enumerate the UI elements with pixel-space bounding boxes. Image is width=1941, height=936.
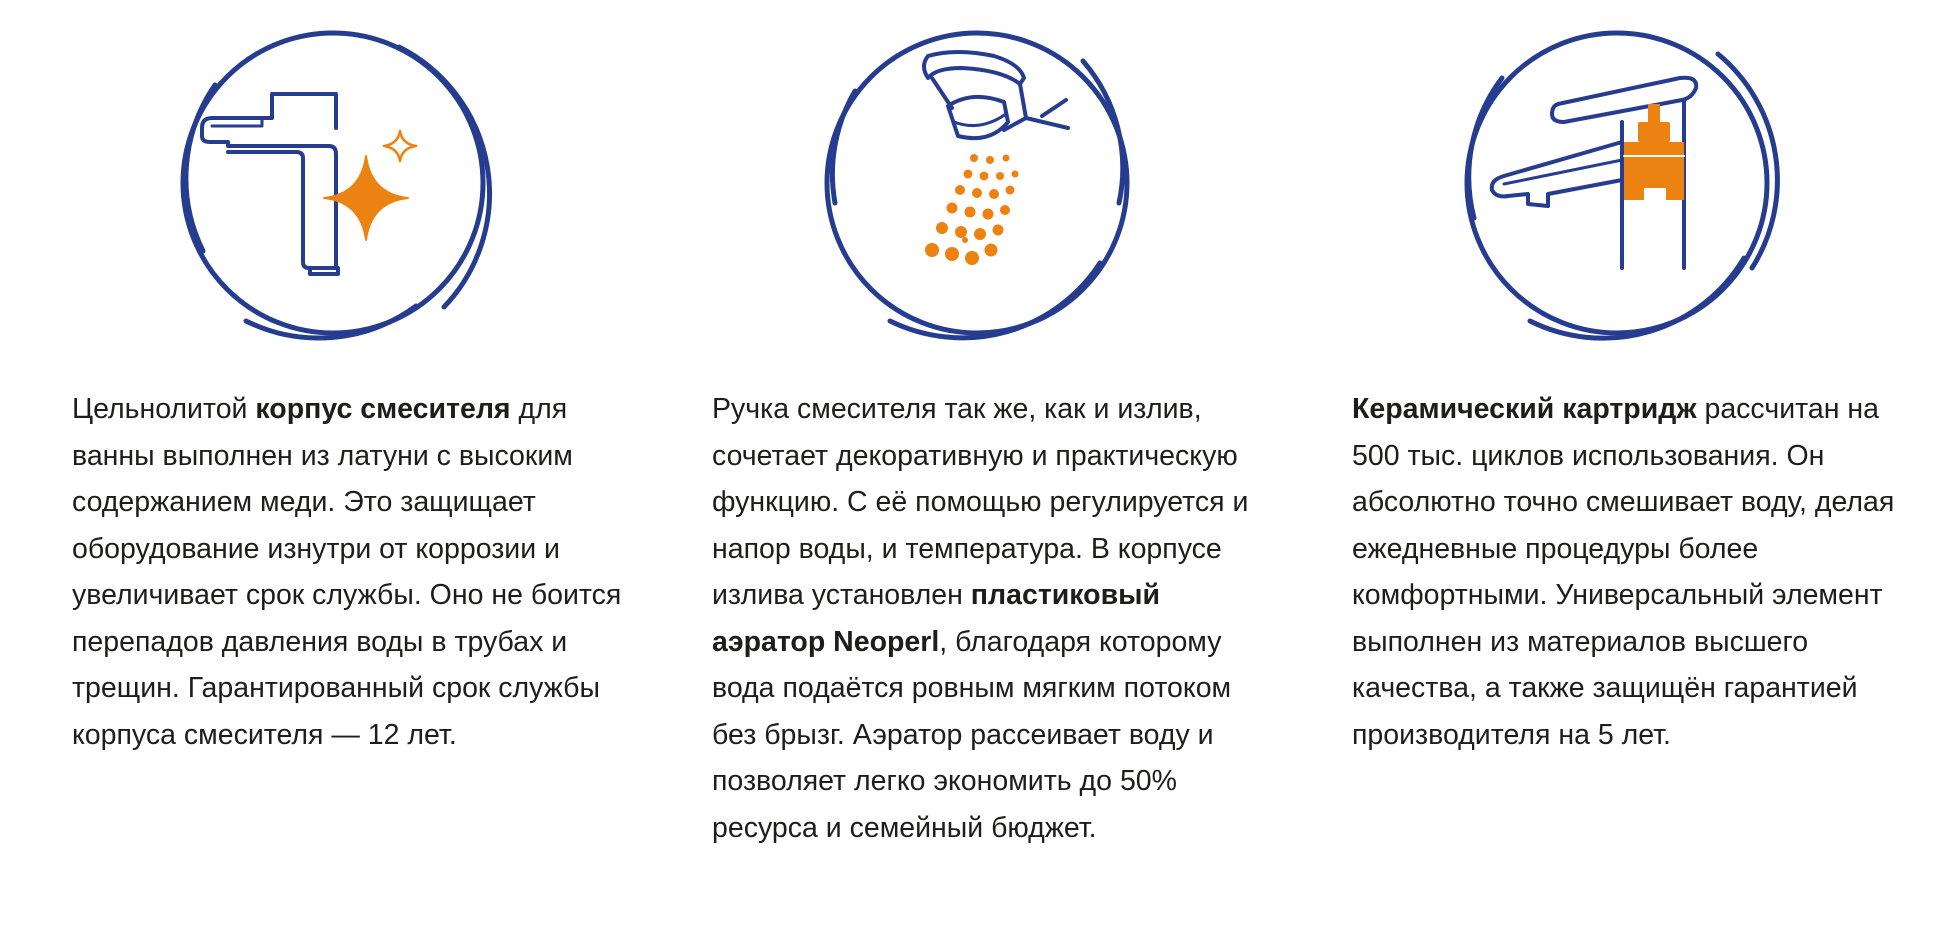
feature-description	[1352, 386, 1912, 758]
body-text: Ручка смесителя так же, как и излив, сочетает декоративную и практическую функцию. С её помощью регулируется и напор воды, и температура. В корпусе излива установлен	[712, 393, 1249, 611]
feature-description	[72, 386, 632, 758]
body-text: , благодаря которому вода подаётся ровным мягким потоком без брызг. Аэратор рассеивает воду и позволяет легко экономить до 50% ресурса и семейный бюджет.	[712, 625, 1232, 844]
body-text: рассчитан на 500 тыс. циклов использования. Он абсолютно точно смешивает воду, делая ежедневные процедуры более комфортными. Универсальный элемент выполнен из материалов высшего качества, а также защищён гарантией производителя на 5 лет.	[1352, 393, 1895, 751]
faucet-sparkle-icon	[168, 18, 498, 348]
highlight-text: пластиковый аэратор Neoperl	[712, 579, 1160, 658]
feature-description	[712, 386, 1272, 851]
ceramic-cartridge-icon	[1452, 18, 1782, 348]
aerator-spray-icon	[812, 18, 1142, 348]
body-text: Цельнолитой	[72, 393, 256, 425]
highlight-text: Керамический картридж	[1352, 393, 1697, 425]
body-text: для ванны выполнен из латуни с высоким содержанием меди. Это защищает оборудование изнутри от коррозии и увеличивает срок службы. Оно не боится перепадов давления воды в трубах и трещин. Гарантированный срок службы корпуса смесителя — 12 лет.	[72, 393, 622, 751]
highlight-text: корпус смесителя	[255, 393, 511, 425]
